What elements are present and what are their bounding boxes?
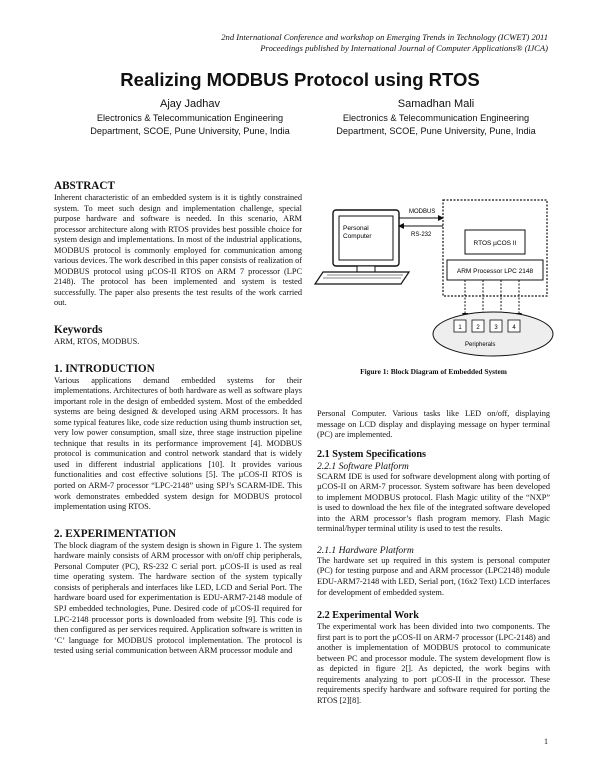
pc-label-1: Personal xyxy=(343,225,369,232)
author-inst: Department, SCOE, Pune University, Pune, India xyxy=(90,126,290,136)
personal-computer-icon xyxy=(315,210,409,284)
block-diagram-figure xyxy=(305,188,555,370)
software-platform-text: SCARM IDE is used for software development along with porting of µCOS-II on ARM-7 processor. System software has been developed to implement MODBUS protocol. Flash Magic utility of the “NXP” is used to download the hex file of the integrated software developed into the ARM processor’s flash program memory. Flash Magic terminal/hyper terminal utility is used to test the results. xyxy=(317,471,550,534)
author-name: Ajay Jadhav xyxy=(160,98,220,110)
block-diagram-svg xyxy=(305,188,555,370)
rs232-label: RS-232 xyxy=(411,232,432,238)
figure-caption: Figure 1: Block Diagram of Embedded System xyxy=(360,367,507,376)
keywords-heading: Keywords xyxy=(54,324,103,337)
rtos-label: RTOS µCOS II xyxy=(473,240,517,247)
experimentation-heading: 2. EXPERIMENTATION xyxy=(54,527,177,540)
author-inst: Department, SCOE, Pune University, Pune, India xyxy=(336,126,536,136)
author-dept: Electronics & Telecommunication Engineering xyxy=(96,113,284,123)
peripheral-key-label: 2 xyxy=(476,325,480,331)
author-dept: Electronics & Telecommunication Engineering xyxy=(342,113,530,123)
section-2-2-1-heading: 2.2.1 Software Platform xyxy=(317,460,409,472)
author-block-2 xyxy=(316,98,556,137)
experimentation-continuation: Personal Computer. Various tasks like LED on/off, displaying message on LCD display and displaying message on hyper terminal (PC) are implemented. xyxy=(317,409,550,440)
section-2-1-heading: 2.1 System Specifications xyxy=(317,448,426,460)
introduction-text: Various applications demand embedded systems for their implementations. Architectures of both hardware as well as software plays important role in the design of embedded system. Most of the embedded systems are being designed & developed using ARM processors. It has some typical features like, code size reduction using thumb instruction set, very low power consumption, small size, three stage instruction pipeline technique that results in its performance improvement [4]. MODBUS protocol is communication and control network standard that is widely used in different industrial applications [10]. It provides various functionalities and cost effective solutions [5]. The µCOS-II RTOS is ported on ARM-7 processor “LPC-2148” using SPJ’s SCARM-IDE. This work demonstrates embedded system design for MODBUS protocol implementation using RTOS. xyxy=(54,375,302,512)
paper-title: Realizing MODBUS Protocol using RTOS xyxy=(120,69,480,90)
abstract-text: Inherent characteristic of an embedded system is it is tightly constrained system. To meet such design and implementation challenge, special purpose hardware and software is needed. In this scenario, ARM processor architecture along with RTOS provides best possible choice for system design and implementations. In most of the industrial applications, MODBUS protocol is commonly employed for communication among various devices. The work described in this paper consists of realization of MODBUS protocol using µCOS-II RTOS on ARM 7 processor (LPC 2148). The protocol has been implemented and system is tested successfully. The paper also presents the test results of the work carried out. xyxy=(54,193,302,308)
keywords-text: ARM, RTOS, MODBUS. xyxy=(54,337,140,347)
right-column xyxy=(317,409,550,706)
experimental-work-text: The experimental work has been divided into two components. The first part is to port the µCOS-II on ARM-7 processor (LPC-2148) and another is implementation of MODBUS protocol to communicate between PC and processor module. The system development flow is as depicted in figure 2[]. As depicted, the work begins with requirements analyzing to port µCOS-II in the processor. These requirements specify hardware and software required for porting the RTOS [2][8]. xyxy=(317,622,550,705)
section-2-2-heading: 2.2 Experimental Work xyxy=(317,610,419,622)
abstract-heading: ABSTRACT xyxy=(54,180,115,192)
hardware-platform-text: The hardware set up required in this system is personal computer (PC) for testing purpose and and ARM processor (LPC2148) module EDU-ARM7-2148 with LED, Serial port, (16x2 Text) LCD interfaces for development of embedded system. xyxy=(317,555,550,597)
processor-label: ARM Processor LPC 2148 xyxy=(456,268,534,275)
peripherals-label: Peripherals xyxy=(465,342,496,348)
peripheral-key-label: 4 xyxy=(512,325,516,331)
conference-line-2: Proceedings published by International Journal of Computer Applications® (IJCA) xyxy=(260,43,548,53)
peripheral-key-label: 3 xyxy=(494,325,498,331)
page-number: 1 xyxy=(544,737,548,746)
peripherals-ellipse xyxy=(433,312,553,356)
section-2-1-1-heading: 2.1.1 Hardware Platform xyxy=(317,544,414,556)
author-name: Samadhan Mali xyxy=(397,98,475,110)
conference-header xyxy=(128,32,548,54)
modbus-label: MODBUS xyxy=(409,209,436,215)
introduction-heading: 1. INTRODUCTION xyxy=(54,362,155,375)
experimentation-text: The block diagram of the system design is shown in Figure 1. The system hardware mainly consists of ARM processor with on/off chip peripherals, Personal Computer (PC), RS-232 C serial port. µCOS-II is used as real time operating system. The hardware section of the system typically consists of peripherals and interfaces like LED, LCD and Serial Port. The hardware board used for experimentation is EDU-ARM7-2148 module of SPJ embedded technologies, Pune. Desired code of µCOS-II required for LPC-2148 processor ports is downloaded from website [9]. This code is then configured as per services required. Application software is written in ‘C’ language for MODBUS protocol implementation. The protocol is tested using serial communication between ARM processor module and xyxy=(54,540,302,656)
author-block-1 xyxy=(70,98,310,137)
peripheral-key-label: 1 xyxy=(458,325,462,331)
conference-line-1: 2nd International Conference and workshop on Emerging Trends in Technology (ICWET) 2011 xyxy=(221,32,548,42)
left-column xyxy=(54,180,302,657)
pc-label-2: Computer xyxy=(343,233,372,240)
